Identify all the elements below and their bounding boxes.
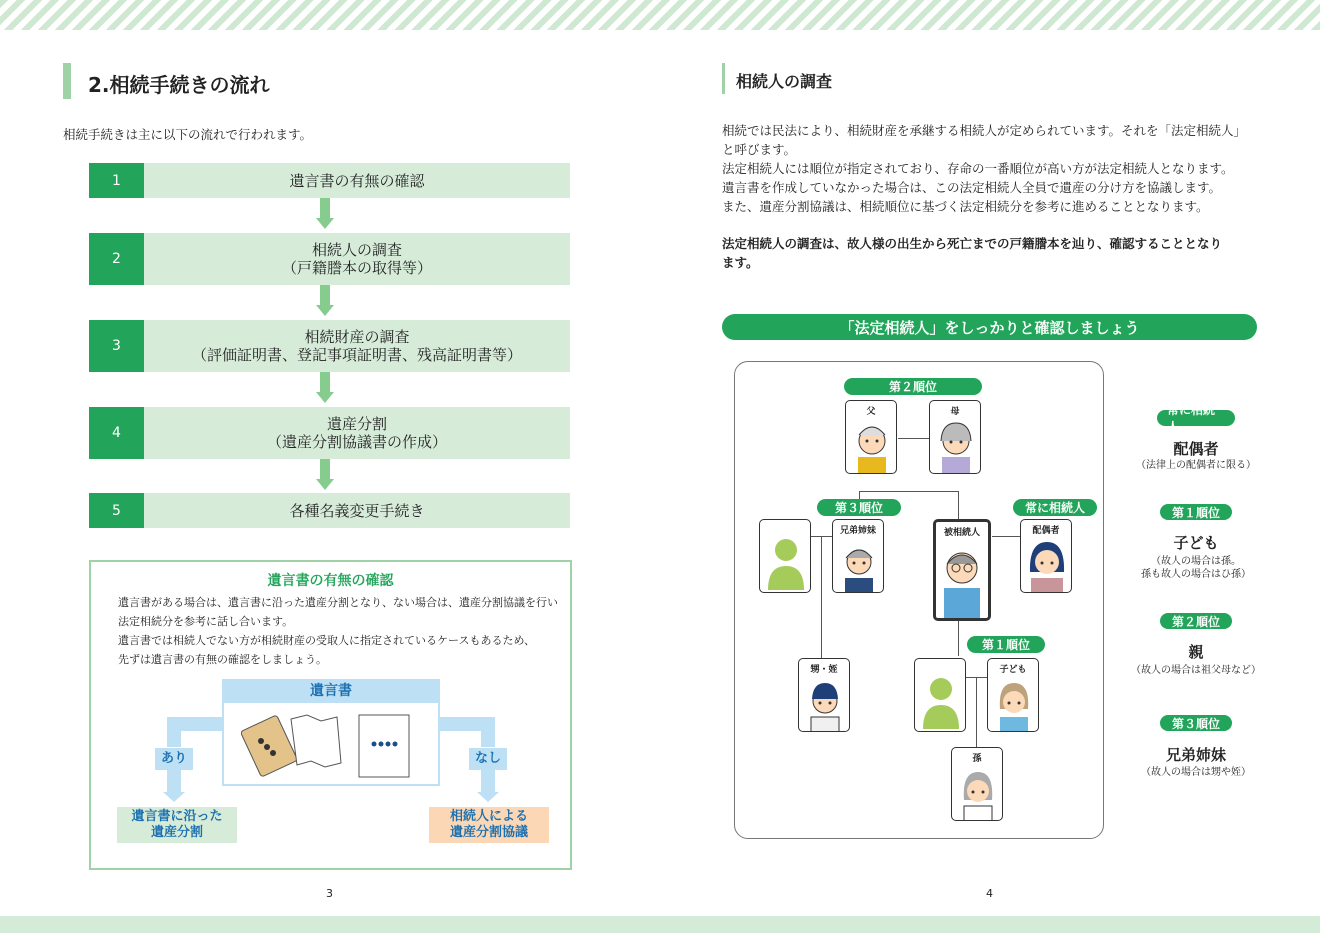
step-number: 5 <box>89 493 144 528</box>
spouse-portrait <box>1020 519 1072 593</box>
person-placeholder-icon <box>760 520 811 593</box>
step-number: 2 <box>89 233 144 285</box>
will-no-label: なし <box>469 748 507 770</box>
title-accent-bar <box>63 63 71 99</box>
flow-step-2 <box>89 233 570 285</box>
step-text: 各種名義変更手続き <box>289 501 425 520</box>
step-text: 遺産分割 （遺産分割協議書の作成） <box>266 415 447 451</box>
legend-note: （法律上の配偶者に限る） <box>1136 460 1256 471</box>
child-spouse-portrait <box>914 658 966 732</box>
tree-line <box>976 677 977 747</box>
arrow-down-icon <box>477 792 499 802</box>
step-number: 4 <box>89 407 144 459</box>
mother-portrait <box>929 400 981 474</box>
portrait-label: 甥・姪 <box>810 665 838 675</box>
child-portrait <box>987 658 1039 732</box>
sibling-spouse-portrait <box>759 519 811 593</box>
will-document-icon <box>241 707 421 779</box>
flow-step-4 <box>89 407 570 459</box>
legend-name: 配偶者 <box>1173 440 1219 458</box>
flow-arrow-down-icon <box>316 198 334 229</box>
legend-note: （故人の場合は孫。 孫も故人の場合はひ孫） <box>1141 556 1251 580</box>
legend-label: 第２順位 <box>1160 613 1232 629</box>
siblings-portrait <box>832 519 884 593</box>
branch-line-no <box>481 770 495 794</box>
tree-line <box>958 491 959 521</box>
page-number-right: 4 <box>986 887 993 900</box>
rank3-label: 第３順位 <box>817 499 901 516</box>
step-text: 相続財産の調査 （評価証明書、登記事項証明書、残高証明書等） <box>191 328 522 364</box>
flow-step-1 <box>89 163 570 198</box>
flow-arrow-down-icon <box>316 285 334 316</box>
family-tree-frame <box>734 361 1104 839</box>
legend-name: 子ども <box>1173 534 1219 552</box>
right-page-title: 相続人の調査 <box>736 72 833 91</box>
always-heir-label: 常に相続人 <box>1013 499 1097 516</box>
will-yes-label: あり <box>155 748 193 770</box>
left-page-title: 2.相続手続きの流れ <box>88 73 270 97</box>
branch-line-yes <box>167 770 181 794</box>
portrait-label: 子ども <box>999 665 1027 675</box>
flow-arrow-down-icon <box>316 459 334 490</box>
flow-step-5 <box>89 493 570 528</box>
arrow-down-icon <box>163 792 185 802</box>
result-no-box: 相続人による 遺産分割協議 <box>429 807 549 843</box>
branch-line-yes <box>167 717 181 747</box>
right-bold-paragraph: 法定相続人の調査は、故人様の出生から死亡までの戸籍謄本を辿り、確認することとなり ます。 <box>722 236 1223 270</box>
flow-step-3 <box>89 320 570 372</box>
portrait-label: 父 <box>866 407 876 417</box>
legend-name: 親 <box>1188 643 1204 661</box>
top-stripe-decoration <box>0 0 1320 30</box>
legend-note: （故人の場合は甥や姪） <box>1141 767 1251 778</box>
step-text: 相続人の調査 （戸籍謄本の取得等） <box>281 241 432 277</box>
title-accent-bar <box>722 63 725 94</box>
legend-note: （故人の場合は祖父母など） <box>1131 665 1261 676</box>
flow-arrow-down-icon <box>316 372 334 403</box>
will-header: 遺言書 <box>222 679 440 703</box>
grandchild-portrait <box>951 747 1003 821</box>
will-check-box <box>89 560 572 870</box>
rank1-label: 第１順位 <box>967 636 1045 653</box>
legend-label: 第１順位 <box>1160 504 1232 520</box>
legend-label: 常に相続人 <box>1157 410 1235 426</box>
portrait-label: 母 <box>950 407 960 417</box>
deceased-portrait <box>933 519 991 621</box>
left-intro-text: 相続手続きは主に以下の流れで行われます。 <box>63 127 313 142</box>
legend-name: 兄弟姉妹 <box>1165 746 1226 764</box>
portrait-label: 孫 <box>972 754 982 764</box>
tree-line <box>821 536 822 658</box>
result-yes-box: 遺言書に沿った 遺産分割 <box>117 807 237 843</box>
will-box-text: 遺言書がある場合は、遺言書に沿った遺産分割となり、ない場合は、遺産分割協議を行い 法定相続分を参考に話し合います。 遺言書では相続人でない方が相続財産の受取人に指定されているケースもあるため、 先ずは遺言書の有無の確認をしましょう。 <box>118 596 558 666</box>
tree-line <box>859 491 959 492</box>
portrait-label: 被相続人 <box>943 528 980 538</box>
nephew-portrait <box>798 658 850 732</box>
tree-line <box>958 620 959 656</box>
portrait-label: 配偶者 <box>1032 526 1060 536</box>
person-placeholder-icon <box>915 659 966 732</box>
tree-line <box>992 536 1020 537</box>
bottom-band-decoration <box>0 916 1320 933</box>
right-paragraph: 相続では民法により、相続財産を承継する相続人が定められています。それを「法定相続人」 と呼びます。 法定相続人には順位が指定されており、存命の一番順位が高い方が法定相続人となります。 遺言書を作成していなかった場合は、この法定相続人全員で遺産の分け方を協議します。 また、遺産分割協議は、相続順位に基づく法定相続分を参考に進めることとなります。 <box>722 123 1247 214</box>
step-number: 1 <box>89 163 144 198</box>
legend-label: 第３順位 <box>1160 715 1232 731</box>
father-portrait <box>845 400 897 474</box>
will-box-title: 遺言書の有無の確認 <box>267 573 394 589</box>
branch-line-no <box>481 717 495 747</box>
tree-line <box>898 438 930 439</box>
rank2-label: 第２順位 <box>844 378 982 395</box>
page-number-left: 3 <box>326 887 333 900</box>
step-number: 3 <box>89 320 144 372</box>
check-heirs-banner: 「法定相続人」をしっかりと確認しましょう <box>722 314 1257 340</box>
step-text: 遺言書の有無の確認 <box>289 171 425 190</box>
portrait-label: 兄弟姉妹 <box>839 526 876 536</box>
